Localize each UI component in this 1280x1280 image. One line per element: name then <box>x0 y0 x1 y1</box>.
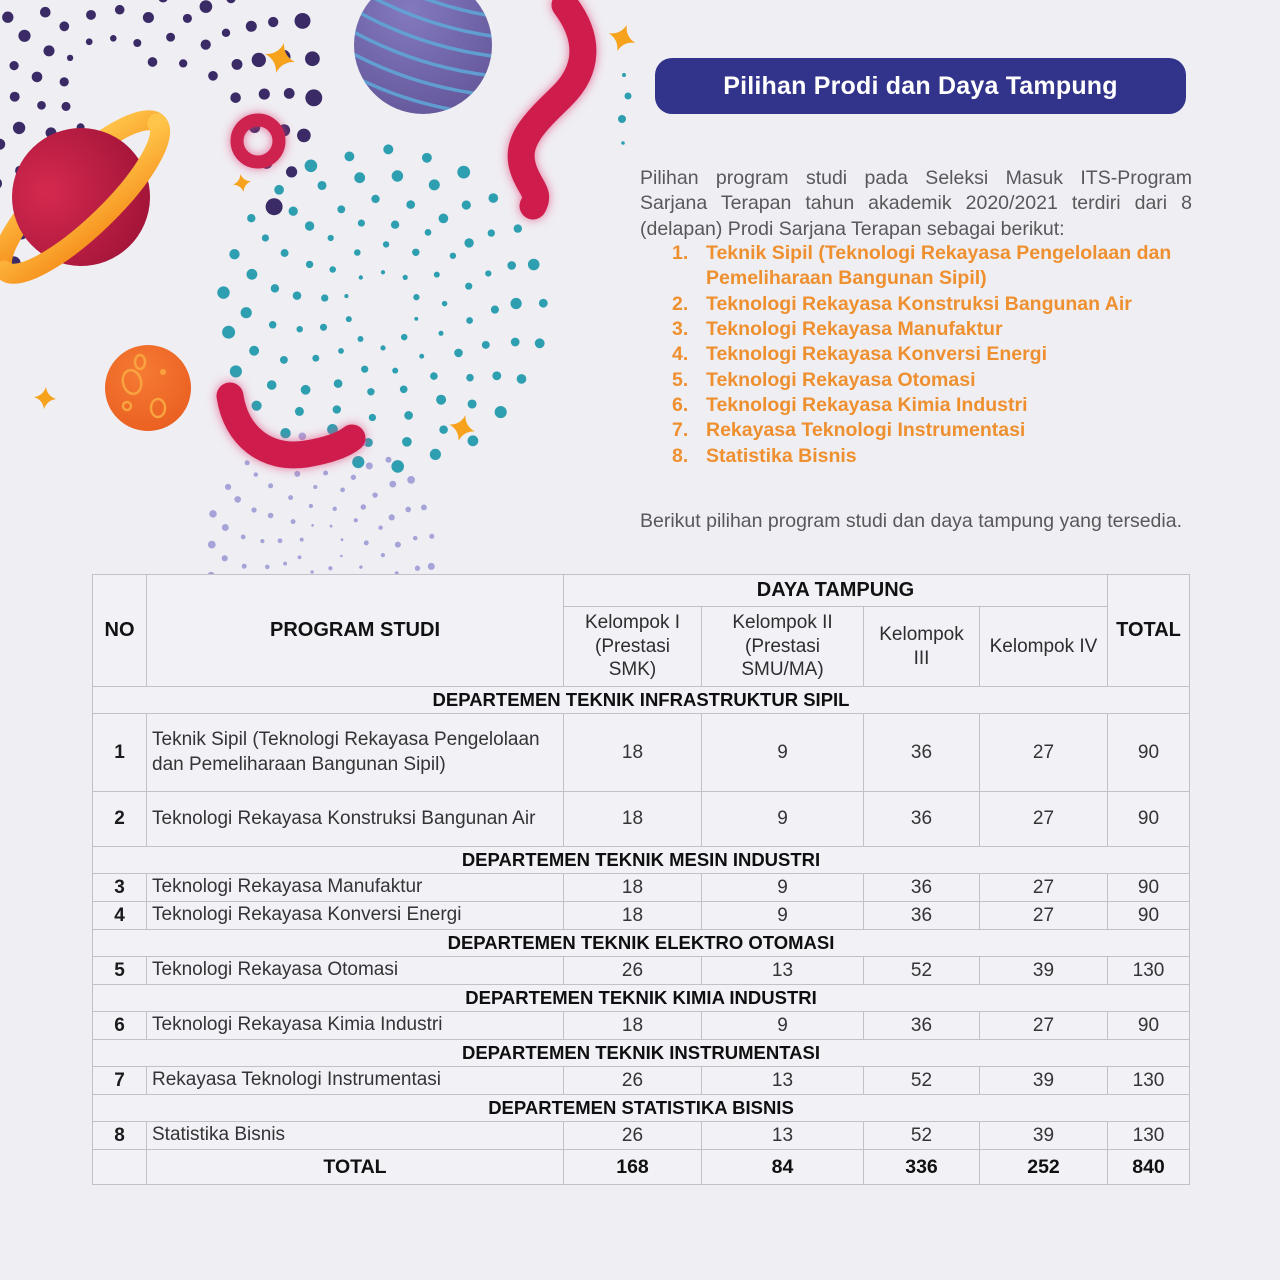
list-item-number: 1. <box>672 242 689 264</box>
crimson-ring-illustration <box>237 120 279 162</box>
row-no: 7 <box>93 1067 147 1095</box>
total-label: TOTAL <box>147 1150 564 1185</box>
department-row <box>93 687 1190 714</box>
row-kelompok3: 36 <box>864 902 980 930</box>
daya-tampung-table <box>92 574 1190 1185</box>
row-kelompok2: 9 <box>702 792 864 847</box>
teal-mini-dots <box>618 73 632 145</box>
table-header-row <box>93 575 1190 607</box>
row-program: Teknik Sipil (Teknologi Rekayasa Pengelolaan dan Pemeliharaan Bangunan Sipil) <box>147 714 564 792</box>
list-item <box>640 317 1196 342</box>
total-kelompok3: 336 <box>864 1150 980 1185</box>
department-row <box>93 930 1190 957</box>
row-kelompok2: 9 <box>702 874 864 902</box>
row-program: Statistika Bisnis <box>147 1122 564 1150</box>
row-kelompok3: 36 <box>864 792 980 847</box>
col-header-kelompok-2: Kelompok II (Prestasi SMU/MA) <box>702 607 864 687</box>
department-header: DEPARTEMEN TEKNIK INSTRUMENTASI <box>93 1040 1190 1067</box>
row-total: 90 <box>1108 1012 1190 1040</box>
list-item-number: 6. <box>672 394 689 417</box>
row-program: Teknologi Rekayasa Kimia Industri <box>147 1012 564 1040</box>
total-total: 840 <box>1108 1150 1190 1185</box>
table-row <box>93 1067 1190 1095</box>
list-item <box>640 368 1196 393</box>
list-item-number: 3. <box>672 318 689 341</box>
department-row <box>93 985 1190 1012</box>
col-header-kelompok-3: Kelompok III <box>864 607 980 687</box>
row-kelompok2: 13 <box>702 1122 864 1150</box>
col-header-total: TOTAL <box>1108 575 1190 687</box>
row-kelompok1: 26 <box>564 1067 702 1095</box>
row-kelompok2: 13 <box>702 957 864 985</box>
col-header-program-studi: PROGRAM STUDI <box>147 575 564 687</box>
row-kelompok2: 13 <box>702 1067 864 1095</box>
row-kelompok3: 36 <box>864 714 980 792</box>
row-no: 8 <box>93 1122 147 1150</box>
list-item <box>640 393 1196 418</box>
list-item-text: Teknologi Rekayasa Konstruksi Bangunan Air <box>706 292 1132 315</box>
total-kelompok2: 84 <box>702 1150 864 1185</box>
row-kelompok3: 36 <box>864 874 980 902</box>
list-item-number: 2. <box>672 292 689 315</box>
saturn-planet-illustration <box>0 74 205 321</box>
department-row <box>93 1095 1190 1122</box>
col-header-kelompok-4: Kelompok IV <box>980 607 1108 687</box>
row-kelompok1: 18 <box>564 714 702 792</box>
row-total: 130 <box>1108 1122 1190 1150</box>
list-item-number: 8. <box>672 444 689 467</box>
row-kelompok2: 9 <box>702 714 864 792</box>
row-kelompok1: 26 <box>564 1122 702 1150</box>
row-kelompok2: 9 <box>702 902 864 930</box>
department-header: DEPARTEMEN STATISTIKA BISNIS <box>93 1095 1190 1122</box>
row-no: 5 <box>93 957 147 985</box>
row-program: Teknologi Rekayasa Konversi Energi <box>147 902 564 930</box>
row-no: 2 <box>93 792 147 847</box>
sparkle-icon <box>604 20 640 56</box>
page-title-banner <box>655 58 1186 114</box>
list-item-number: 4. <box>672 343 689 366</box>
row-program: Teknologi Rekayasa Konstruksi Bangunan Air <box>147 792 564 847</box>
department-header: DEPARTEMEN TEKNIK ELEKTRO OTOMASI <box>93 930 1190 957</box>
program-list <box>640 241 1196 469</box>
list-item-text: Teknologi Rekayasa Konversi Energi <box>706 343 1048 366</box>
row-kelompok4: 27 <box>980 1012 1108 1040</box>
table-row <box>93 957 1190 985</box>
row-program: Teknologi Rekayasa Otomasi <box>147 957 564 985</box>
row-program: Rekayasa Teknologi Instrumentasi <box>147 1067 564 1095</box>
table-row <box>93 874 1190 902</box>
table-row <box>93 792 1190 847</box>
total-kelompok1: 168 <box>564 1150 702 1185</box>
list-item <box>640 241 1196 292</box>
row-kelompok1: 18 <box>564 792 702 847</box>
row-kelompok3: 52 <box>864 1122 980 1150</box>
row-program: Teknologi Rekayasa Manufaktur <box>147 874 564 902</box>
page-title: Pilihan Prodi dan Daya Tampung <box>723 71 1118 100</box>
row-no: 1 <box>93 714 147 792</box>
list-item-number: 5. <box>672 368 689 391</box>
list-item-text: Teknologi Rekayasa Otomasi <box>706 368 976 391</box>
sparkle-icon <box>231 172 252 193</box>
list-item <box>640 444 1196 469</box>
sparkle-icon <box>261 39 299 77</box>
row-no: 3 <box>93 874 147 902</box>
row-total: 90 <box>1108 714 1190 792</box>
row-kelompok4: 39 <box>980 1122 1108 1150</box>
row-kelompok3: 52 <box>864 957 980 985</box>
row-kelompok3: 52 <box>864 1067 980 1095</box>
row-kelompok1: 26 <box>564 957 702 985</box>
row-no: 4 <box>93 902 147 930</box>
row-kelompok4: 39 <box>980 957 1108 985</box>
dot-spiral-teal <box>217 144 547 472</box>
list-item-text: Statistika Bisnis <box>706 444 857 467</box>
list-item <box>640 292 1196 317</box>
row-kelompok3: 36 <box>864 1012 980 1040</box>
list-item-text: Teknologi Rekayasa Manufaktur <box>706 318 1003 341</box>
row-no: 6 <box>93 1012 147 1040</box>
row-kelompok4: 39 <box>980 1067 1108 1095</box>
purple-planet-illustration <box>335 0 511 121</box>
row-kelompok1: 18 <box>564 874 702 902</box>
table-row <box>93 714 1190 792</box>
outro-paragraph: Berikut pilihan program studi dan daya tampung yang tersedia. <box>640 509 1182 532</box>
row-total: 90 <box>1108 874 1190 902</box>
col-header-no: NO <box>93 575 147 687</box>
table-row <box>93 1122 1190 1150</box>
department-row <box>93 847 1190 874</box>
table-row <box>93 902 1190 930</box>
department-row <box>93 1040 1190 1067</box>
department-header: DEPARTEMEN TEKNIK KIMIA INDUSTRI <box>93 985 1190 1012</box>
row-total: 130 <box>1108 1067 1190 1095</box>
row-kelompok2: 9 <box>702 1012 864 1040</box>
department-header: DEPARTEMEN TEKNIK INFRASTRUKTUR SIPIL <box>93 687 1190 714</box>
row-kelompok4: 27 <box>980 792 1108 847</box>
crimson-swoosh-top <box>521 5 583 206</box>
list-item-number: 7. <box>672 419 689 442</box>
department-header: DEPARTEMEN TEKNIK MESIN INDUSTRI <box>93 847 1190 874</box>
row-total: 90 <box>1108 902 1190 930</box>
row-kelompok1: 18 <box>564 1012 702 1040</box>
moon-illustration <box>105 345 191 431</box>
list-item <box>640 418 1196 443</box>
row-total: 130 <box>1108 957 1190 985</box>
list-item <box>640 342 1196 367</box>
row-kelompok4: 27 <box>980 902 1108 930</box>
list-item-text: Teknologi Rekayasa Kimia Industri <box>706 394 1028 417</box>
table-row <box>93 1012 1190 1040</box>
col-header-daya-tampung: DAYA TAMPUNG <box>564 575 1108 607</box>
col-header-kelompok-1: Kelompok I (Prestasi SMK) <box>564 607 702 687</box>
row-total: 90 <box>1108 792 1190 847</box>
list-item-text: Rekayasa Teknologi Instrumentasi <box>706 419 1026 442</box>
row-kelompok1: 18 <box>564 902 702 930</box>
total-kelompok4: 252 <box>980 1150 1108 1185</box>
total-row <box>93 1150 1190 1185</box>
row-kelompok4: 27 <box>980 874 1108 902</box>
list-item-text: Teknik Sipil (Teknologi Rekayasa Pengelolaan dan Pemeliharaan Bangunan Sipil) <box>706 242 1172 290</box>
intro-paragraph: Pilihan program studi pada Seleksi Masuk ITS-Program Sarjana Terapan tahun akademik 2020/2021 terdiri dari 8 (delapan) Prodi Sarjana Terapan sebagai berikut: <box>640 166 1192 241</box>
row-kelompok4: 27 <box>980 714 1108 792</box>
total-row-no-cell <box>93 1150 147 1185</box>
sparkle-icon <box>33 386 57 410</box>
